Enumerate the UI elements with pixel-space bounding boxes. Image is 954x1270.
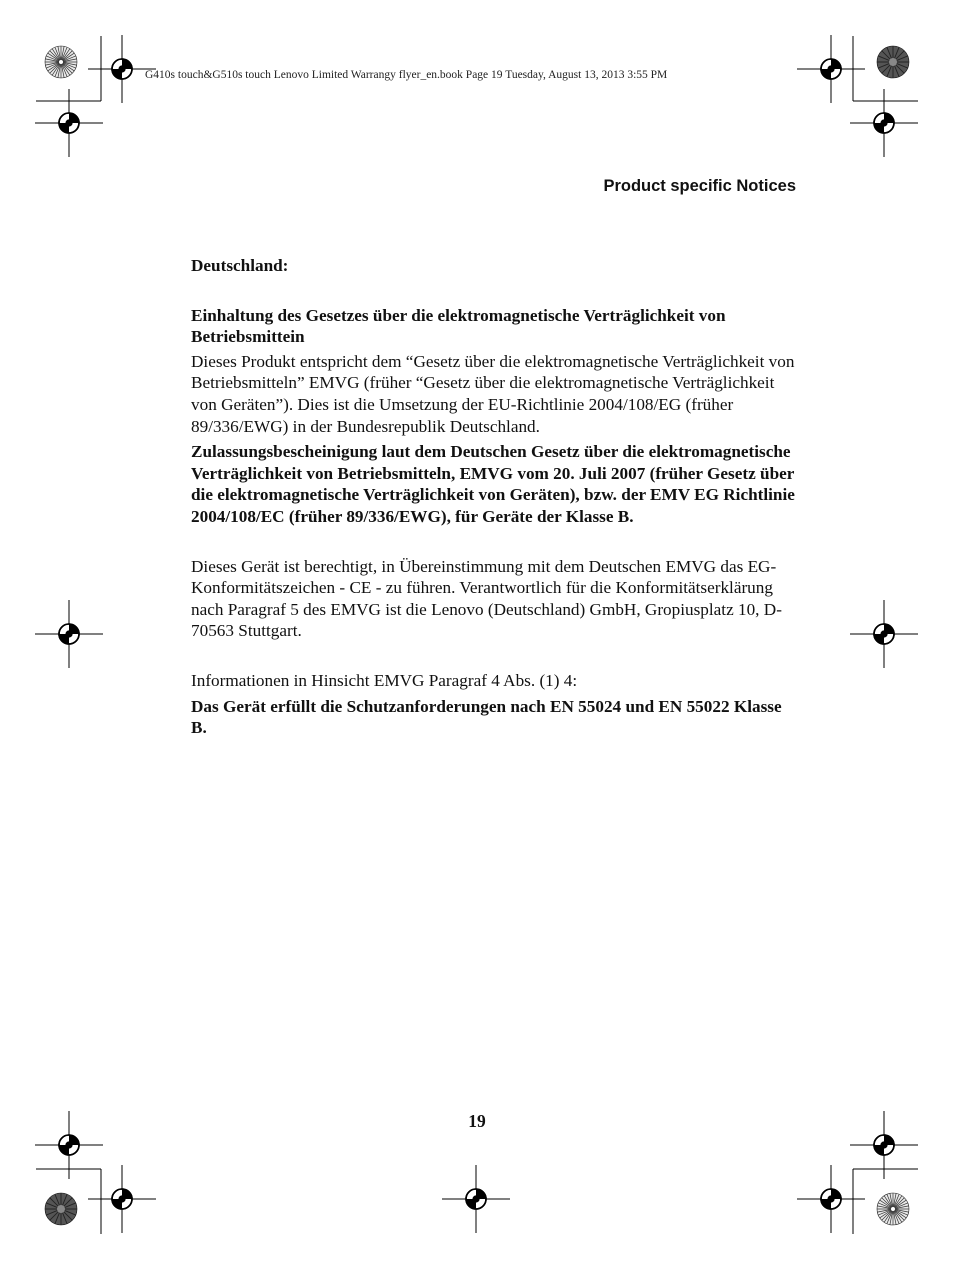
paragraph-info: Informationen in Hinsicht EMVG Paragraf 4 Abs. (1) 4: — [191, 670, 578, 690]
registration-mark-icon — [797, 35, 865, 103]
running-head: Product specific Notices — [603, 177, 796, 195]
page-body — [191, 255, 801, 739]
registration-mark-icon — [35, 89, 103, 157]
registration-mark-icon — [850, 600, 918, 668]
section-heading-emvg: Einhaltung des Gesetzes über die elektromagnetische Verträglichkeit von Betriebsmittein — [191, 305, 726, 347]
star-target-icon — [45, 1193, 77, 1225]
country-heading: Deutschland: — [191, 256, 289, 275]
registration-mark-icon — [850, 89, 918, 157]
paragraph-compliance: Das Gerät erfüllt die Schutzanforderungen nach EN 55024 und EN 55022 Klasse B. — [191, 696, 782, 738]
paragraph-emvg: Dieses Produkt entspricht dem “Gesetz über die elektromagnetische Verträglichkeit von Betriebsmitteln” EMVG (früher “Gesetz über die elektromagnetische Verträglichkeit von Geräten”). Dies ist die Umsetzung der EU-Richtlinie 2004/108/EG (früher 89/336/EWG) in der Bundesrepublik Deutschland. — [191, 351, 795, 436]
print-slug: G410s touch&G510s touch Lenovo Limited Warrangy flyer_en.book Page 19 Tuesday, August 13, 2013 3:55 PM — [145, 69, 668, 81]
star-target-icon — [877, 46, 909, 78]
registration-mark-icon — [442, 1165, 510, 1233]
registration-mark-icon — [35, 600, 103, 668]
paragraph-ce-mark: Dieses Gerät ist berechtigt, in Übereinstimmung mit dem Deutschen EMVG das EG-Konformitätszeichen - CE - zu führen. Verantwortlich für die Konformitätserklärung nach Paragraf 5 des EMVG ist die Lenovo (Deutschland) GmbH, Gropiusplatz 10, D-70563 Stuttgart. — [191, 556, 782, 641]
registration-mark-icon — [88, 1165, 156, 1233]
star-target-icon — [877, 1193, 909, 1225]
star-target-icon — [45, 46, 77, 78]
page-number: 19 — [468, 1111, 486, 1131]
section-heading-zulassung: Zulassungsbescheinigung laut dem Deutschen Gesetz über die elektromagnetische Verträglichkeit von Betriebsmitteln, EMVG vom 20. Juli 2007 (früher Gesetz über die elektromagnetische Verträglichkeit von Geräten), bzw. der EMV EG Richtlinie 2004/108/EC (früher 89/336/EWG), für Geräte der Klasse B. — [191, 442, 795, 526]
registration-mark-icon — [797, 1165, 865, 1233]
